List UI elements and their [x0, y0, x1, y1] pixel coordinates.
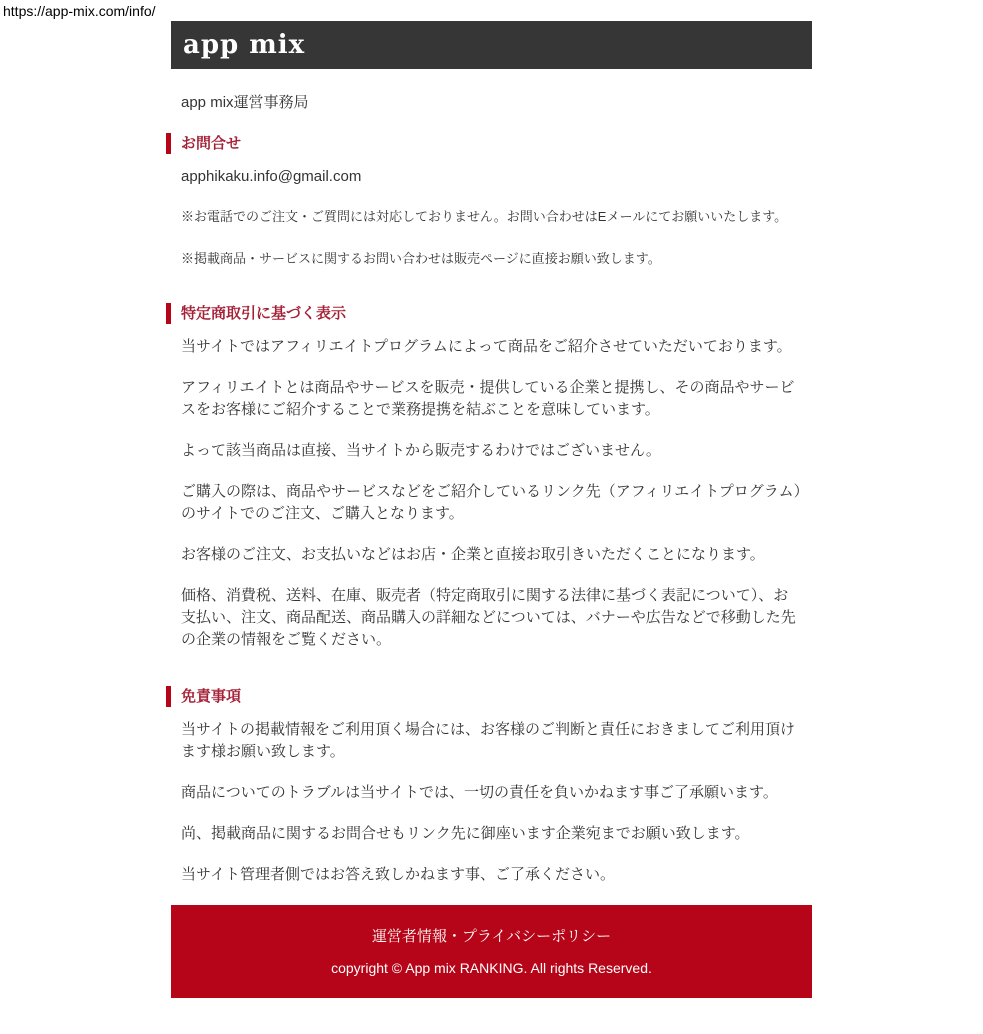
- section-heading-commerce-law: 特定商取引に基づく表示: [166, 303, 802, 324]
- commerce-paragraph: お客様のご注文、お支払いなどはお店・企業と直接お取引きいただくことになります。: [181, 546, 765, 563]
- section-commerce-law: [181, 303, 802, 651]
- commerce-paragraph: ご購入の際は、商品やサービスなどをご紹介しているリンク先（アフィリエイトプログラム）のサイトでのご注文、ご購入となります。: [181, 483, 802, 522]
- disclaimer-paragraph: 尚、掲載商品に関するお問合せもリンク先に御座います企業宛までお願い致します。: [181, 825, 750, 842]
- section-disclaimer: [181, 686, 802, 886]
- contact-email: apphikaku.info@gmail.com: [181, 168, 362, 185]
- operator-name: app mix運営事務局: [181, 94, 309, 111]
- commerce-paragraph: 当サイトではアフィリエイトプログラムによって商品をご紹介させていただいております。: [181, 338, 792, 355]
- site-footer: [171, 905, 812, 998]
- disclaimer-paragraph: 当サイト管理者側ではお答え致しかねます事、ご了承ください。: [181, 866, 615, 883]
- main-content: [171, 92, 812, 886]
- browser-url-text: https://app-mix.com/info/: [3, 3, 156, 19]
- commerce-paragraph: 価格、消費税、送料、在庫、販売者（特定商取引に関する法律に基づく表記について）、お支払い、注文、商品配送、商品購入の詳細などについては、バナーや広告などで移動した先の企業の情報をご覧ください。: [181, 587, 796, 648]
- contact-note-products: ※掲載商品・サービスに関するお問い合わせは販売ページに直接お願い致します。: [181, 251, 661, 266]
- site-title-link[interactable]: app mix: [183, 30, 306, 60]
- commerce-paragraph: アフィリエイトとは商品やサービスを販売・提供している企業と提携し、その商品やサービスをお客様にご紹介することで業務提携を結ぶことを意味しています。: [181, 379, 795, 418]
- section-heading-disclaimer: 免責事項: [166, 686, 802, 707]
- section-contact: [181, 133, 802, 268]
- section-heading-contact: お問合せ: [166, 133, 802, 154]
- footer-copyright: copyright © App mix RANKING. All rights Reserved.: [331, 960, 652, 976]
- footer-privacy-policy-link[interactable]: 運営者情報・プライバシーポリシー: [371, 928, 612, 945]
- commerce-paragraph: よって該当商品は直接、当サイトから販売するわけではございません。: [181, 442, 661, 459]
- contact-note-phone: ※お電話でのご注文・ご質問には対応しておりません。お問い合わせはEメールにてお願いいたします。: [181, 209, 788, 224]
- page-container: [171, 21, 812, 998]
- site-header: [171, 21, 812, 69]
- disclaimer-paragraph: 当サイトの掲載情報をご利用頂く場合には、お客様のご判断と責任におきましてご利用頂けます様お願い致します。: [181, 721, 795, 760]
- disclaimer-paragraph: 商品についてのトラブルは当サイトでは、一切の責任を負いかねます事ご了承願います。: [181, 784, 778, 801]
